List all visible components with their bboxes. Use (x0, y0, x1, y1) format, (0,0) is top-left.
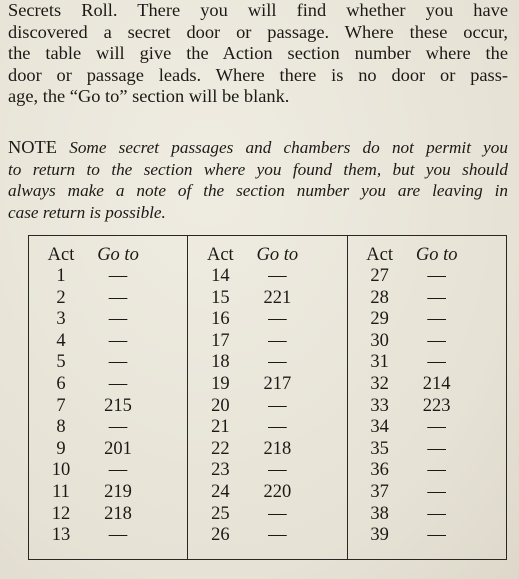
note-label: NOTE (8, 137, 58, 157)
act-number: 5 (56, 352, 66, 373)
act-number: 18 (211, 352, 230, 373)
act-number: 26 (211, 525, 230, 546)
goto-value: — (108, 525, 128, 546)
goto-value: — (108, 287, 128, 308)
table-row (29, 352, 187, 374)
act-number: 28 (370, 287, 389, 308)
goto-header: Go to (415, 245, 458, 265)
goto-value: 201 (104, 438, 132, 459)
goto-value: — (108, 309, 128, 330)
goto-value: 220 (263, 481, 292, 502)
act-number: 24 (211, 481, 230, 502)
goto-value: — (427, 266, 446, 286)
text-line: case return is possible. (8, 202, 166, 222)
act-number: 35 (370, 438, 389, 459)
table-column (29, 236, 187, 559)
table-row (188, 417, 346, 439)
act-number: 17 (211, 330, 230, 351)
table-row (188, 396, 346, 418)
table-row (188, 266, 346, 288)
text-line (8, 137, 508, 159)
act-number: 23 (211, 460, 230, 481)
act-number: 29 (370, 309, 389, 330)
act-number: 13 (51, 525, 71, 546)
table-row (29, 374, 187, 396)
goto-value: 218 (104, 503, 132, 524)
table-row (348, 504, 506, 526)
goto-value: — (427, 417, 446, 438)
table-row (188, 331, 346, 353)
intro-paragraph (8, 0, 508, 108)
act-number: 38 (370, 503, 389, 524)
goto-value: — (427, 481, 446, 502)
act-number: 4 (56, 330, 66, 351)
goto-value: — (108, 352, 128, 373)
act-number: 20 (211, 395, 230, 416)
act-number: 11 (52, 481, 70, 502)
table-row (29, 288, 187, 310)
table-row (348, 352, 506, 374)
table-row (188, 309, 346, 331)
goto-value: — (268, 525, 287, 546)
act-number: 7 (56, 395, 66, 416)
column-header (188, 245, 346, 267)
goto-value: — (108, 373, 128, 394)
text-line: door or passage leads. Where there is no door or pass- (8, 64, 508, 85)
act-number: 15 (211, 287, 230, 308)
column-header (29, 245, 187, 267)
table-row (188, 525, 346, 547)
goto-value: — (268, 417, 287, 438)
act-number: 8 (56, 417, 66, 438)
act-header: Act (206, 245, 234, 265)
goto-value: 219 (104, 481, 132, 502)
act-header: Act (366, 245, 394, 265)
column-rows (188, 266, 346, 547)
table-row (29, 417, 187, 439)
table-row (348, 374, 506, 396)
act-number: 39 (370, 525, 389, 546)
text-line: Secrets Roll. There you will find whether you have (8, 0, 508, 20)
text-line: age, the “Go to” section will be blank. (8, 86, 290, 107)
table-row (188, 439, 346, 461)
table-row (29, 331, 187, 353)
act-number: 36 (370, 460, 389, 481)
table-row (348, 331, 506, 353)
act-number: 9 (56, 438, 66, 459)
table-column (347, 236, 506, 559)
goto-value: 217 (263, 373, 292, 394)
goto-value: — (268, 352, 287, 373)
text-line: to return to the section where you found them, but you should (8, 159, 508, 179)
table-row (188, 352, 346, 374)
table-row (348, 266, 506, 288)
goto-value: 218 (263, 438, 292, 459)
table-row (29, 266, 187, 288)
act-number: 14 (211, 266, 230, 286)
goto-value: — (427, 287, 446, 308)
goto-value: — (427, 460, 446, 481)
column-rows (29, 266, 187, 547)
act-number: 1 (56, 266, 66, 286)
act-number: 34 (370, 417, 389, 438)
act-number: 22 (211, 438, 230, 459)
act-number: 32 (370, 373, 389, 394)
column-rows (348, 266, 506, 547)
act-number: 21 (211, 417, 230, 438)
goto-value: — (268, 309, 287, 330)
goto-value: — (268, 395, 287, 416)
act-number: 2 (56, 287, 66, 308)
table-row (29, 525, 187, 547)
act-number: 25 (211, 503, 230, 524)
goto-value: — (268, 330, 287, 351)
act-number: 12 (51, 503, 71, 524)
table-row (29, 439, 187, 461)
goto-value: — (268, 460, 287, 481)
table-row (348, 396, 506, 418)
note-paragraph (8, 137, 508, 223)
table-row (29, 460, 187, 482)
text-line: discovered a secret door or passage. Where these occur, (8, 21, 508, 42)
table-row (348, 417, 506, 439)
table-row (348, 460, 506, 482)
text-line: the table will give the Action section number where the (8, 43, 508, 64)
act-number: 33 (370, 395, 389, 416)
goto-value: 223 (422, 395, 451, 416)
table-row (188, 482, 346, 504)
goto-value: — (427, 330, 446, 351)
act-number: 30 (370, 330, 389, 351)
act-number: 37 (370, 481, 389, 502)
goto-value: 215 (104, 395, 132, 416)
table-row (188, 460, 346, 482)
goto-value: — (268, 503, 287, 524)
goto-header: Go to (256, 245, 299, 265)
table-row (348, 439, 506, 461)
table-column (187, 236, 346, 559)
goto-value: — (427, 503, 446, 524)
act-number: 19 (211, 373, 230, 394)
table-row (188, 374, 346, 396)
act-header: Act (47, 245, 75, 265)
goto-value: 214 (422, 373, 451, 394)
table-row (29, 396, 187, 418)
table-row (348, 482, 506, 504)
note-text: Some secret passages and chambers do not permit you (69, 138, 508, 157)
act-number: 16 (211, 309, 230, 330)
goto-value: 221 (263, 287, 292, 308)
text-line: always make a note of the section number you are leaving in (8, 181, 508, 201)
column-header (348, 245, 506, 267)
table-row (348, 288, 506, 310)
goto-value: — (108, 417, 128, 438)
goto-header: Go to (97, 245, 139, 265)
table-row (29, 309, 187, 331)
act-number: 10 (51, 460, 71, 481)
table-row (188, 288, 346, 310)
act-number: 6 (56, 373, 66, 394)
goto-value: — (108, 266, 128, 286)
act-number: 27 (370, 266, 389, 286)
goto-value: — (108, 460, 128, 481)
goto-value: — (427, 438, 446, 459)
table-row (29, 504, 187, 526)
goto-value: — (427, 309, 446, 330)
secret-door-table (28, 235, 507, 560)
goto-value: — (108, 330, 128, 351)
act-number: 3 (56, 309, 66, 330)
table-row (29, 482, 187, 504)
table-row (348, 309, 506, 331)
goto-value: — (427, 525, 446, 546)
goto-value: — (427, 352, 446, 373)
table-row (188, 504, 346, 526)
act-number: 31 (370, 352, 389, 373)
table-row (348, 525, 506, 547)
goto-value: — (268, 266, 287, 286)
